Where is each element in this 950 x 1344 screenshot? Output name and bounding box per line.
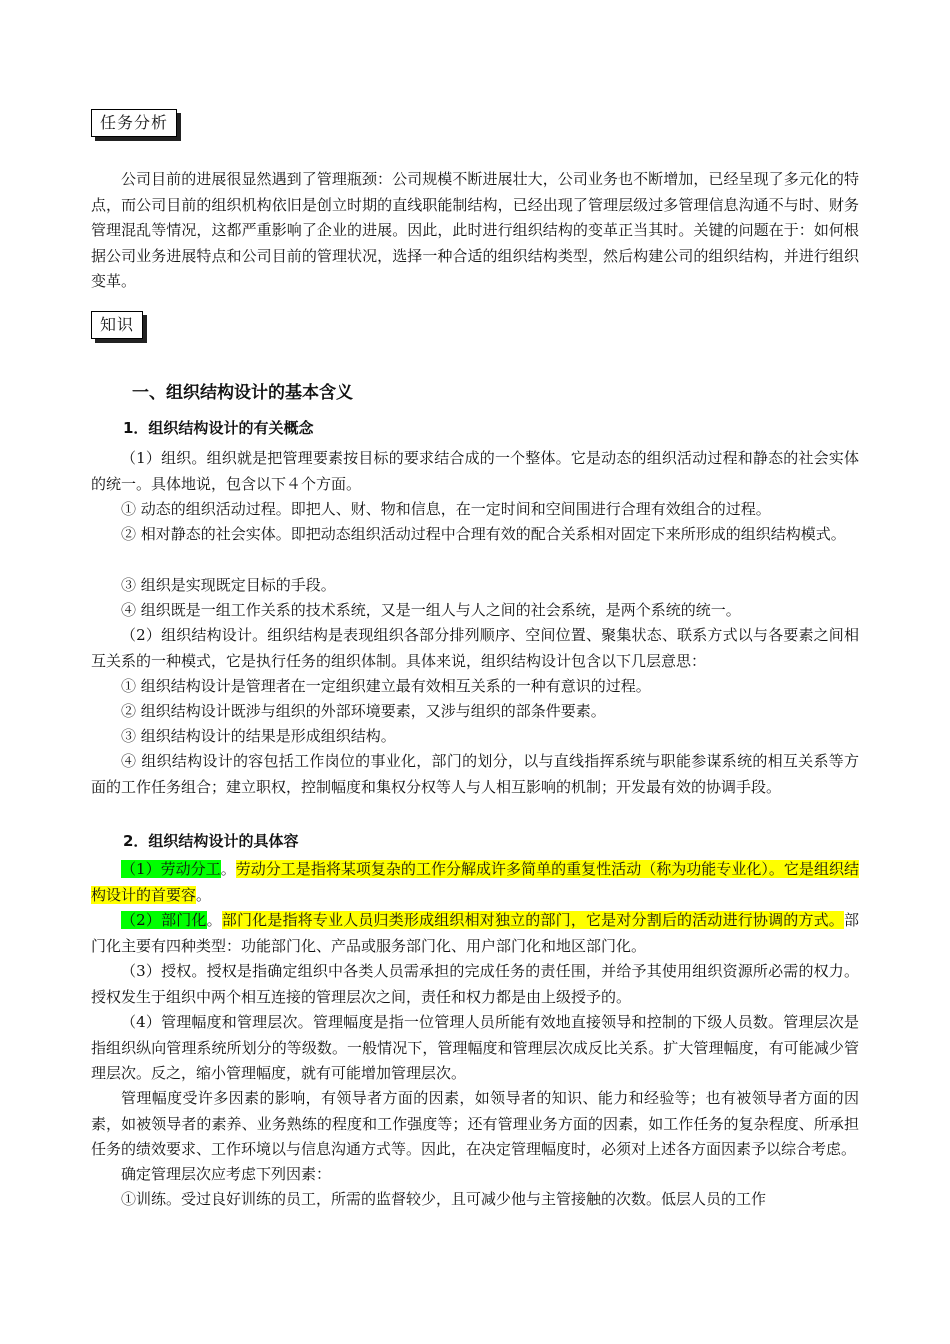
list-item: ② 相对静态的社会实体。即把动态组织活动过程中合理有效的配合关系相对固定下来所形成的组织结构模式。: [121, 525, 846, 543]
list-item: ③ 组织是实现既定目标的手段。: [121, 576, 336, 594]
organization-paragraph: （1）组织。组织就是把管理要素按目标的要求结合成的一个整体。它是动态的组织活动过程和静态的社会实体的统一。具体地说，包含以下４个方面。: [91, 449, 859, 493]
highlight-text: 劳动分工是指将某项复杂的工作分解成许多简单的重复性活动（称为功能专业化）。它是组织结构设计的首要容: [91, 860, 859, 904]
separator: 。: [206, 911, 222, 929]
departmentalization-paragraph: [91, 908, 859, 959]
structure-design-paragraph: （2）组织结构设计。组织结构是表现组织各部分排列顺序、空间位置、聚集状态、联系方式以与各要素之间相互关系的一种模式，它是执行任务的组织体制。具体来说，组织结构设计包含以下几层意思：: [91, 626, 859, 670]
training-paragraph: ①训练。受过良好训练的员工，所需的监督较少，且可减少他与主管接触的次数。低层人员的工作: [121, 1190, 767, 1208]
list-item: ④ 组织结构设计的容包括工作岗位的事业化，部门的划分，以与直线指挥系统与职能参谋系统的相互关系等方面的工作任务组合；建立职权，控制幅度和集权分权等人与人相互影响的机制；开发最有效的协调手段。: [91, 752, 859, 796]
span-factors-paragraph: 管理幅度受许多因素的影响，有领导者方面的因素，如领导者的知识、能力和经验等；也有被领导者方面的因素，如被领导者的素养、业务熟练的程度和工作强度等；还有管理业务方面的因素，如工作任务的复杂程度、所承担任务的绩效要求、工作环境以与信息沟通方式等。因此，在决定管理幅度时，必须对上述各方面因素予以综合考虑。: [91, 1089, 859, 1158]
task-analysis-tag: 任务分析: [91, 109, 177, 137]
subsection-title-1: 1．组织结构设计的有关概念: [123, 419, 314, 437]
period: 。: [196, 885, 212, 904]
list-item: ② 组织结构设计既涉与组织的外部环境要素，又涉与组织的部条件要素。: [121, 702, 606, 720]
division-of-labor-paragraph: [91, 857, 859, 908]
plain-text: 部门化主要有四种类型：功能部门化、产品或服务部门化、用户部门化和地区部门化。: [91, 911, 859, 955]
list-item: ④ 组织既是一组工作关系的技术系统，又是一组人与人之间的社会系统，是两个系统的统一。: [121, 601, 741, 619]
authorization-paragraph: （3）授权。授权是指确定组织中各类人员需承担的完成任务的责任围，并给予其使用组织资源所必需的权力。授权发生于组织中两个相互连接的管理层次之间，责任和权力都是由上级授予的。: [91, 962, 859, 1006]
highlight-text: 部门化是指将专业人员归类形成组织相对独立的部门，它是对分割后的活动进行协调的方式。: [221, 911, 844, 929]
levels-factors-intro: 确定管理层次应考虑下列因素：: [121, 1165, 332, 1183]
highlight-label: （1）劳动分工: [121, 860, 221, 878]
list-item: ① 动态的组织活动过程。即把人、财、物和信息，在一定时间和空间围进行合理有效组合的过程。: [121, 500, 771, 518]
intro-paragraph: 公司目前的进展很显然遇到了管理瓶颈：公司规模不断进展壮大，公司业务也不断增加，已经呈现了多元化的特点，而公司目前的组织机构依旧是创立时期的直线职能制结构，已经出现了管理层级过多管理信息沟通不与时、财务管理混乱等情况，这都严重影响了企业的进展。因此，此时进行组织结构的变革正当其时。关键的问题在于：如何根据公司业务进展特点和公司目前的管理状况，选择一种合适的组织结构类型，然后构建公司的组织结构，并进行组织变革。: [91, 170, 859, 290]
subsection-title-2: 2．组织结构设计的具体容: [123, 832, 299, 850]
highlight-label: （2）部门化: [121, 911, 207, 929]
knowledge-tag: 知识: [91, 311, 143, 339]
separator: 。: [220, 860, 236, 878]
span-of-control-paragraph: （4）管理幅度和管理层次。管理幅度是指一位管理人员所能有效地直接领导和控制的下级人员数。管理层次是指组织纵向管理系统所划分的等级数。一般情况下，管理幅度和管理层次成反比关系。扩大管理幅度，有可能减少管理层次。反之，缩小管理幅度，就有可能增加管理层次。: [91, 1013, 859, 1082]
list-item: ① 组织结构设计是管理者在一定组织建立最有效相互关系的一种有意识的过程。: [121, 677, 651, 695]
list-item: ③ 组织结构设计的结果是形成组织结构。: [121, 727, 396, 745]
section-title: 一、组织结构设计的基本含义: [132, 383, 353, 403]
